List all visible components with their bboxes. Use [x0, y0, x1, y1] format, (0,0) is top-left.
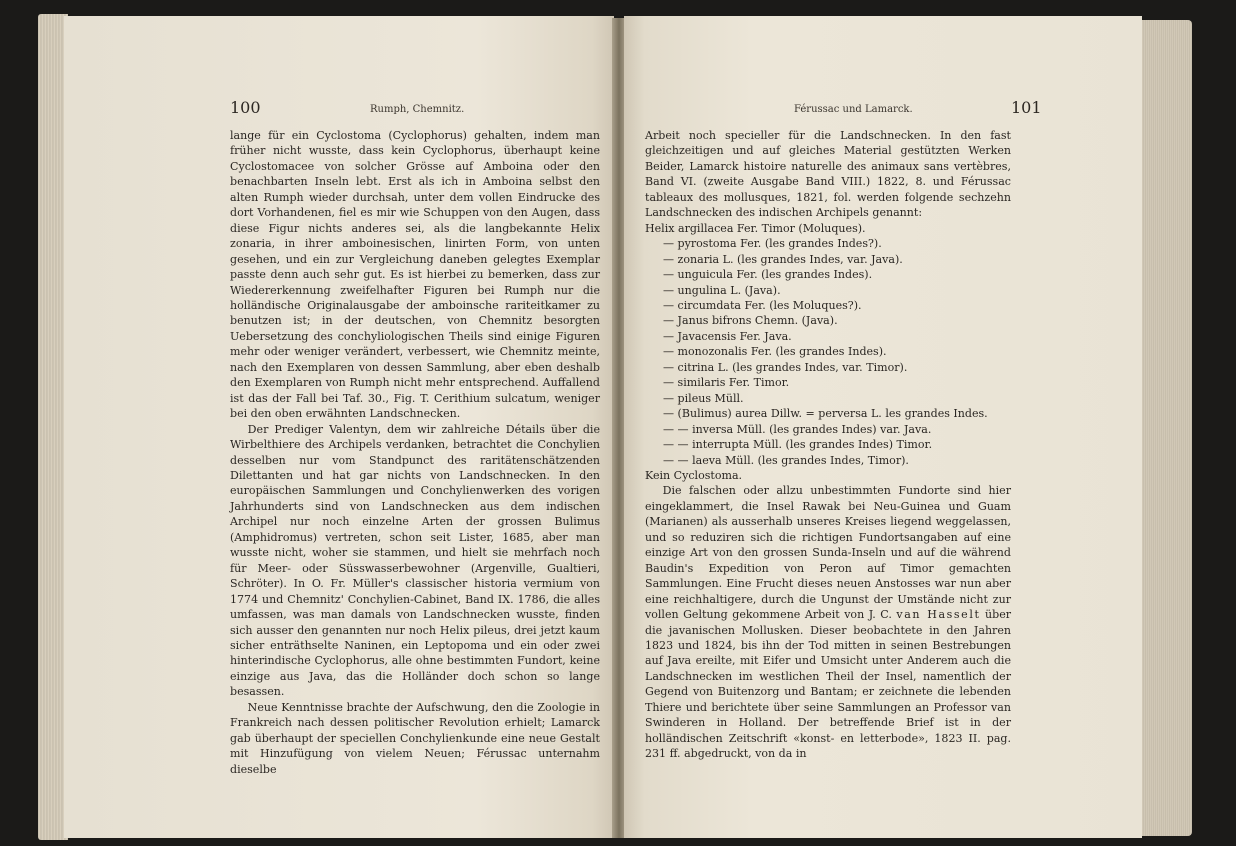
paragraph-text-part: Die falschen oder allzu unbestimmten Fundorte sind hier eingeklammert, die Insel Rawak bei Neu-Guinea und Guam (Marianen) als ausserhalb unseres Kreises liegend weggelassen, und so reduziren sich die richtigen Fundortsangaben auf eine einzige Art von den grossen Sunda-Inseln und auf die während Baudin's Expedition von Peron auf Timor gemachten Sammlungen. Eine Frucht dieses neuen Anstosses war nun aber eine reichhaltigere, durch die Ungunst der Umstände nicht zur vollen Geltung gekommene Arbeit von J. C. [645, 484, 1011, 622]
species-line: — — interrupta Müll. (les grandes Indes) Timor. [663, 438, 933, 452]
species-line: — pyrostoma Fer. (les grandes Indes?). [663, 237, 882, 251]
species-line: — monozonalis Fer. (les grandes Indes). [663, 345, 887, 359]
species-line: — Janus bifrons Chemn. (Java). [663, 314, 838, 328]
species-line: Helix argillacea Fer. Timor (Moluques). [645, 221, 866, 235]
left-page-number: 100 [230, 98, 261, 117]
species-line: Kein Cyclostoma. [645, 468, 743, 482]
species-line: — zonaria L. (les grandes Indes, var. Java). [663, 252, 903, 266]
right-page-edges [1140, 20, 1192, 836]
left-running-head: Rumph, Chemnitz. [370, 104, 465, 115]
right-page [624, 16, 1142, 838]
left-body-text [230, 128, 600, 777]
left-paragraph-1: lange für ein Cyclostoma (Cyclophorus) gehalten, indem man früher nicht wusste, dass kein Cyclophorus, überhaupt keine Cyclostomacee von solcher Grösse auf Amboina oder den benachbarten Inseln lebt. Erst als ich in Amboina selbst den alten Rumph wieder durchsah, unter dem vollen Eindrucke des dort Vorhandenen, fiel es mir wie Schuppen von den Augen, dass diese Figur nichts anderes sei, als die langbekannte Helix zonaria, in ihrer amboinesischen, linirten Form, von unten gesehen, und ein zur Vergleichung daneben gelegtes Exemplar passte denn auch sehr gut. Es ist hierbei zu bemerken, dass zur Wiedererkennung zweifelhafter Figuren bei Rumph nur die holländische Originalausgabe der amboinsche rariteitkamer zu benutzen ist; in der deutschen, von Chemnitz besorgten Uebersetzung des conchyliologischen Theils sind einige Figuren mehr oder weniger verändert, verbessert, wie Chemnitz meinte, nach den Exemplaren von dessen Sammlung, aber eben deshalb den Exemplaren von Rumph nicht mehr entsprechend. Auffallend ist das der Fall bei Taf. 30., Fig. T. Cerithium sulcatum, weniger bei den oben erwähnten Landschnecken. [230, 129, 600, 421]
species-line: — similaris Fer. Timor. [663, 376, 790, 390]
person-name: van Hasselt [896, 608, 981, 622]
left-page [64, 16, 614, 838]
paragraph-text-part: über die javanischen Mollusken. Dieser beobachtete in den Jahren 1823 und 1824, bis ihn der Tod mitten in seinen Bestrebungen auf Java ereilte, mit Eifer und Umsicht unter Anderem auch die Landschnecken im westlichen Theil der Insel, namentlich der Gegend von Buitenzorg und Bantam; er zeichnete die lebenden Thiere und berichtete über seine Sammlungen an Professor van Swinderen in Holland. Der betreffende Brief ist in der holländischen Zeitschrift «konst- en letterbode», 1823 II. pag. 231 ff. abgedruckt, von da in [645, 608, 1012, 761]
right-paragraph-2 [645, 483, 1011, 761]
species-line: — — laeva Müll. (les grandes Indes, Timor). [663, 453, 909, 467]
right-page-number: 101 [1011, 98, 1042, 117]
species-line: — circumdata Fer. (les Moluques?). [663, 298, 862, 312]
species-line: — pileus Müll. [663, 391, 744, 405]
species-line: — citrina L. (les grandes Indes, var. Timor). [663, 360, 908, 374]
species-line: — — inversa Müll. (les grandes Indes) var. Java. [663, 422, 932, 436]
species-line: — ungulina L. (Java). [663, 283, 781, 297]
species-line: — (Bulimus) aurea Dillw. = perversa L. les grandes Indes. [663, 407, 988, 421]
left-paragraph-3: Neue Kenntnisse brachte der Aufschwung, den die Zoologie in Frankreich nach dessen politischer Revolution erhielt; Lamarck gab überhaupt der speciellen Conchylienkunde eine neue Gestalt mit Hinzufügung von vielem Neuen; Férussac unternahm dieselbe [230, 700, 600, 776]
right-body-text [645, 128, 1011, 762]
species-line: — unguicula Fer. (les grandes Indes). [663, 268, 873, 282]
left-paragraph-2: Der Prediger Valentyn, dem wir zahlreiche Détails über die Wirbelthiere des Archipels verdanken, betrachtet die Conchylien desselben nur vom Standpunct des raritätenschätzenden Dilettanten und hat gar nichts von Landschnecken. In den europäischen Sammlungen und Conchylienwerken des vorigen Jahrhunderts sind von Landschnecken aus dem indischen Archipel nur noch einzelne Arten der grossen Bulimus (Amphidromus) vertreten, schon seit Lister, 1685, aber man wusste nicht, woher sie stammen, und hielt sie mehrfach noch für Meer- oder Süsswasserbewohner (Argenville, Gualtieri, Schröter). In O. Fr. Müller's classischer historia vermium von 1774 und Chemnitz' Conchylien-Cabinet, Band IX. 1786, die alles umfassen, was man damals von Landschnecken wusste, finden sich ausser den genannten nur noch Helix pileus, drei jetzt kaum sicher enträthselte Naninen, ein Leptopoma und ein oder zwei hinterindische Cyclophorus, alle ohne bestimmten Fundort, keine einzige aus Java, das die Holländer doch schon so lange besassen. [230, 422, 600, 699]
right-running-head: Férussac und Lamarck. [794, 104, 913, 115]
right-intro-paragraph: Arbeit noch specieller für die Landschnecken. In den fast gleichzeitigen und auf gleiches Material gestützten Werken Beider, Lamarck histoire naturelle des animaux sans vertèbres, Band VI. (zweite Ausgabe Band VIII.) 1822, 8. und Férussac tableaux des mollusques, 1821, fol. werden folgende sechzehn Landschnecken des indischen Archipels genannt: [645, 129, 1011, 220]
species-line: — Javacensis Fer. Java. [663, 329, 792, 343]
